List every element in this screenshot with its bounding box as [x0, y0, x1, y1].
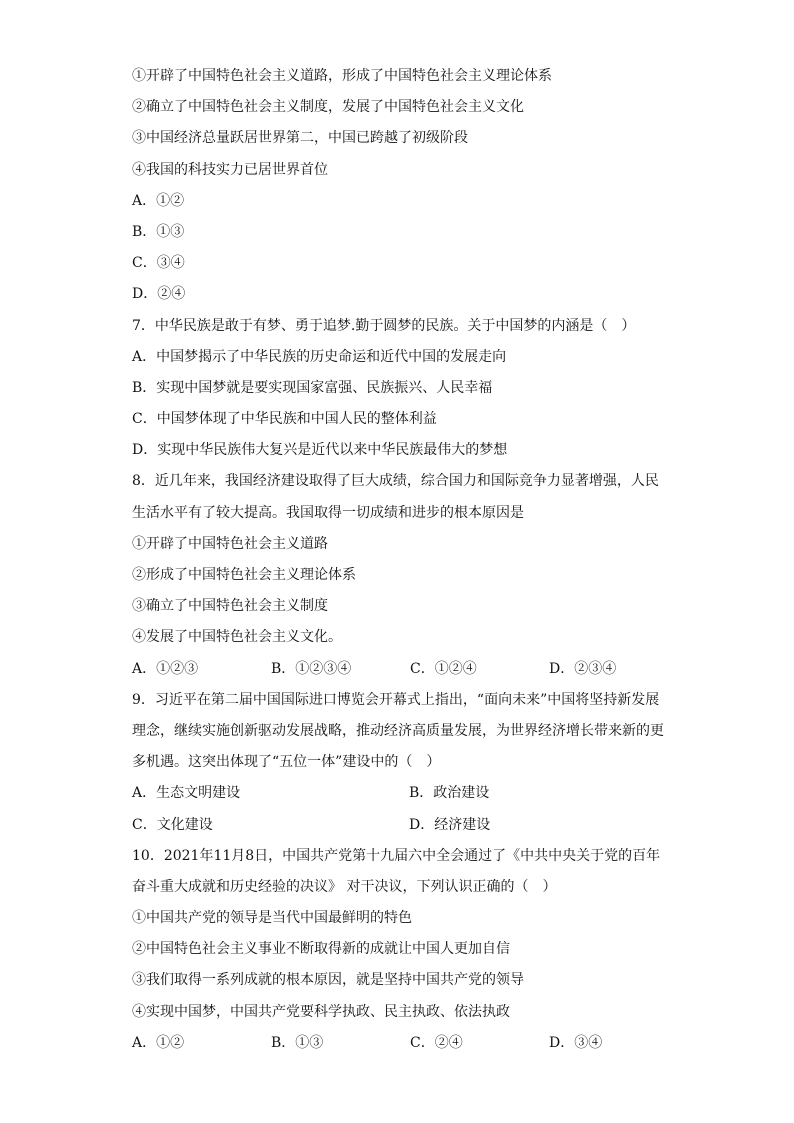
option-b: B．政治建设	[409, 785, 490, 802]
question-stem: 7．中华民族是敢于有梦、勇于追梦.勤于圆梦的民族。关于中国梦的内涵是（ ）	[132, 317, 636, 334]
question-stem-line-3: 多机遇。这突出体现了“五位一体”建设中的（ ）	[132, 754, 441, 771]
statement-1: ①开辟了中国特色社会主义道路，形成了中国特色社会主义理论体系	[132, 68, 552, 84]
option-a: A．①②③	[132, 660, 199, 677]
question-9	[132, 685, 672, 841]
statement-2: ②确立了中国特色社会主义制度，发展了中国特色社会主义文化	[132, 99, 524, 116]
question-stem-line-1: 8．近几年来，我国经济建设取得了巨大成绩，综合国力和国际竞争力显著增强，人民	[132, 473, 659, 490]
statement-4: ④我国的科技实力已居世界首位	[132, 161, 328, 178]
options-row	[132, 654, 672, 685]
option-d: D．③④	[549, 1034, 603, 1051]
option-a: A．生态文明建设	[132, 785, 241, 802]
option-d: D．②③④	[549, 660, 617, 677]
option-d: D．②④	[132, 286, 186, 303]
option-a: A．①②	[132, 1034, 185, 1051]
option-c: C．中国梦体现了中华民族和中国人民的整体利益	[132, 411, 437, 428]
option-c: C．②④	[410, 1034, 463, 1051]
option-b: B．实现中国梦就是要实现国家富强、民族振兴、人民幸福	[132, 379, 493, 396]
question-7	[132, 311, 672, 467]
question-stem-line-2: 奋斗重大成就和历史经验的决议》 对干决议，下列认识正确的（ ）	[132, 878, 557, 895]
statement-3: ③我们取得一系列成就的根本原因，就是坚持中国共产党的领导	[132, 972, 524, 989]
statement-1: ①开辟了中国特色社会主义道路	[132, 535, 328, 552]
option-d: D．实现中华民族伟大复兴是近代以来中华民族最伟大的梦想	[132, 442, 508, 459]
question-stem-line-2: 生活水平有了较大提高。我国取得一切成绩和进步的根本原因是	[132, 504, 524, 521]
option-a: A．中国梦揭示了中华民族的历史命运和近代中国的发展走向	[132, 348, 507, 365]
statement-4: ④实现中国梦，中国共产党要科学执政、民主执政、依法执政	[132, 1003, 510, 1020]
question-stem-line-2: 理念，继续实施创新驱动发展战略，推动经济高质量发展，为世界经济增长带来新的更	[132, 722, 664, 739]
option-b: B．①③	[271, 1034, 324, 1051]
question-stem-line-1: 9．习近平在第二届中国国际进口博览会开幕式上指出，“面向未来”中国将坚持新发展	[132, 691, 660, 708]
statement-2: ②形成了中国特色社会主义理论体系	[132, 567, 356, 583]
option-c: C．①②④	[410, 660, 477, 677]
options-row-1	[132, 778, 672, 809]
option-b: B．①②③④	[271, 660, 352, 677]
option-d: D．经济建设	[409, 816, 491, 833]
exam-page	[132, 61, 672, 1059]
question-6-tail	[132, 61, 672, 311]
statement-4: ④发展了中国特色社会主义文化。	[132, 629, 342, 646]
options-row	[132, 1028, 672, 1059]
statement-1: ①中国共产党的领导是当代中国最鲜明的特色	[132, 910, 412, 927]
statement-2: ②中国特色社会主义事业不断取得新的成就让中国人更加自信	[132, 941, 510, 958]
option-a: A．①②	[132, 192, 185, 209]
question-stem-line-1: 10．2021年11月8日，中国共产党第十九届六中全会通过了《中共中央关于党的百年	[132, 847, 661, 864]
question-10	[132, 841, 672, 1059]
option-c: C．③④	[132, 255, 185, 272]
options-row-2	[132, 810, 672, 841]
question-8	[132, 466, 672, 684]
statement-3: ③确立了中国特色社会主义制度	[132, 598, 328, 615]
option-b: B．①③	[132, 223, 185, 240]
option-c: C．文化建设	[132, 816, 213, 833]
statement-3: ③中国经济总量跃居世界第二，中国已跨越了初级阶段	[132, 130, 468, 147]
